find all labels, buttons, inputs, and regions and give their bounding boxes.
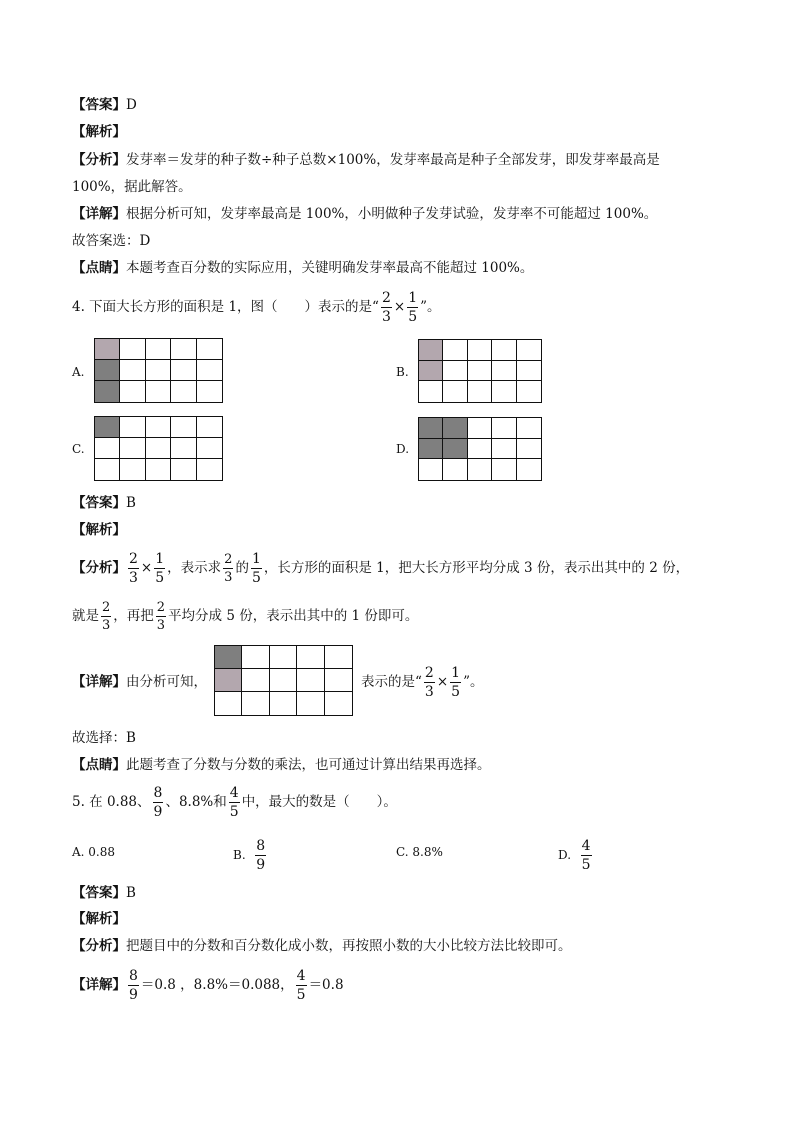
q5-stem: 5. 在 0.88、 $\frac{8}{9}$ 、8.8%和 $\frac{4}{5}$ 中，最大的数是（ ）。 [72, 785, 397, 820]
q3-final: 故答案选：D [72, 233, 151, 249]
q4-stem: 4. 下面大长方形的面积是 1，图（ ）表示的是“ $\frac{2}{3}$ × $\frac{1}{5}$ ”。 [72, 290, 441, 325]
fraction: $\frac{1}{5}$ [408, 290, 418, 325]
q3-detail: 【详解】根据分析可知，发芽率最高是 100%，小明做种子发芽试验，发芽率不可能超过 100%。 [72, 206, 658, 222]
option-b-grid[interactable] [418, 339, 542, 403]
q5-option-c[interactable]: C. 8.8% [396, 845, 443, 859]
q4-detail-grid [214, 645, 353, 716]
q5-option-b[interactable]: B. $\frac{8}{9}$ [233, 838, 266, 873]
q4-analysis-heading: 【解析】 [72, 522, 126, 538]
q5-analysis-heading: 【解析】 [72, 911, 126, 927]
q3-fenxi-1: 【分析】发芽率＝发芽的种子数÷种子总数×100%，发芽率最高是种子全部发芽，即发芽率最高是 [72, 152, 660, 168]
q5-answer: 【答案】B [72, 885, 136, 901]
q5-option-a[interactable]: A. 0.88 [72, 845, 116, 859]
q4-detail-a: 【详解】由分析可知， [72, 674, 207, 690]
option-a-label: A. [72, 365, 85, 379]
q3-fenxi-2: 100%，据此解答。 [72, 179, 192, 195]
option-c-grid[interactable] [94, 416, 223, 481]
q3-analysis-heading: 【解析】 [72, 124, 126, 140]
q5-option-d[interactable]: D. $\frac{4}{5}$ [558, 838, 591, 873]
q3-answer: 【答案】D [72, 97, 137, 113]
q4-detail-b: 表示的是“ $\frac{2}{3}$ × $\frac{1}{5}$ ”。 [361, 665, 484, 700]
q4-fenxi-2: 就是 $\frac{2}{3}$ ，再把 $\frac{2}{3}$ 平均分成 5 份，表示出其中的 1 份即可。 [72, 600, 419, 633]
q4-final: 故选择：B [72, 730, 136, 746]
option-a-grid[interactable] [94, 338, 223, 403]
option-d-grid[interactable] [418, 417, 542, 481]
q3-dianjing: 【点睛】本题考查百分数的实际应用，关键明确发芽率最高不能超过 100%。 [72, 260, 534, 276]
q4-fenxi-1: 【分析】 $\frac{2}{3}$ × $\frac{1}{5}$ ，表示求 $\frac{2}{3}$ 的 $\frac{1}{5}$ ，长方形的面积是 1，把大长方形平均分成 3 份，表示出其中的 2 份， [72, 551, 690, 586]
q4-dianjing: 【点睛】此题考查了分数与分数的乘法，也可通过计算出结果再选择。 [72, 757, 491, 773]
fraction: $\frac{2}{3}$ [381, 290, 391, 325]
q5-fenxi: 【分析】把题目中的分数和百分数化成小数，再按照小数的大小比较方法比较即可。 [72, 938, 572, 954]
option-b-label: B. [396, 365, 409, 379]
option-c-label: C. [72, 442, 85, 456]
option-d-label: D. [396, 442, 410, 456]
q5-detail: 【详解】 $\frac{8}{9}$ ＝0.8 ，8.8%＝0.088， $\frac{4}{5}$ ＝0.8 [72, 968, 344, 1003]
q4-answer: 【答案】B [72, 495, 136, 511]
